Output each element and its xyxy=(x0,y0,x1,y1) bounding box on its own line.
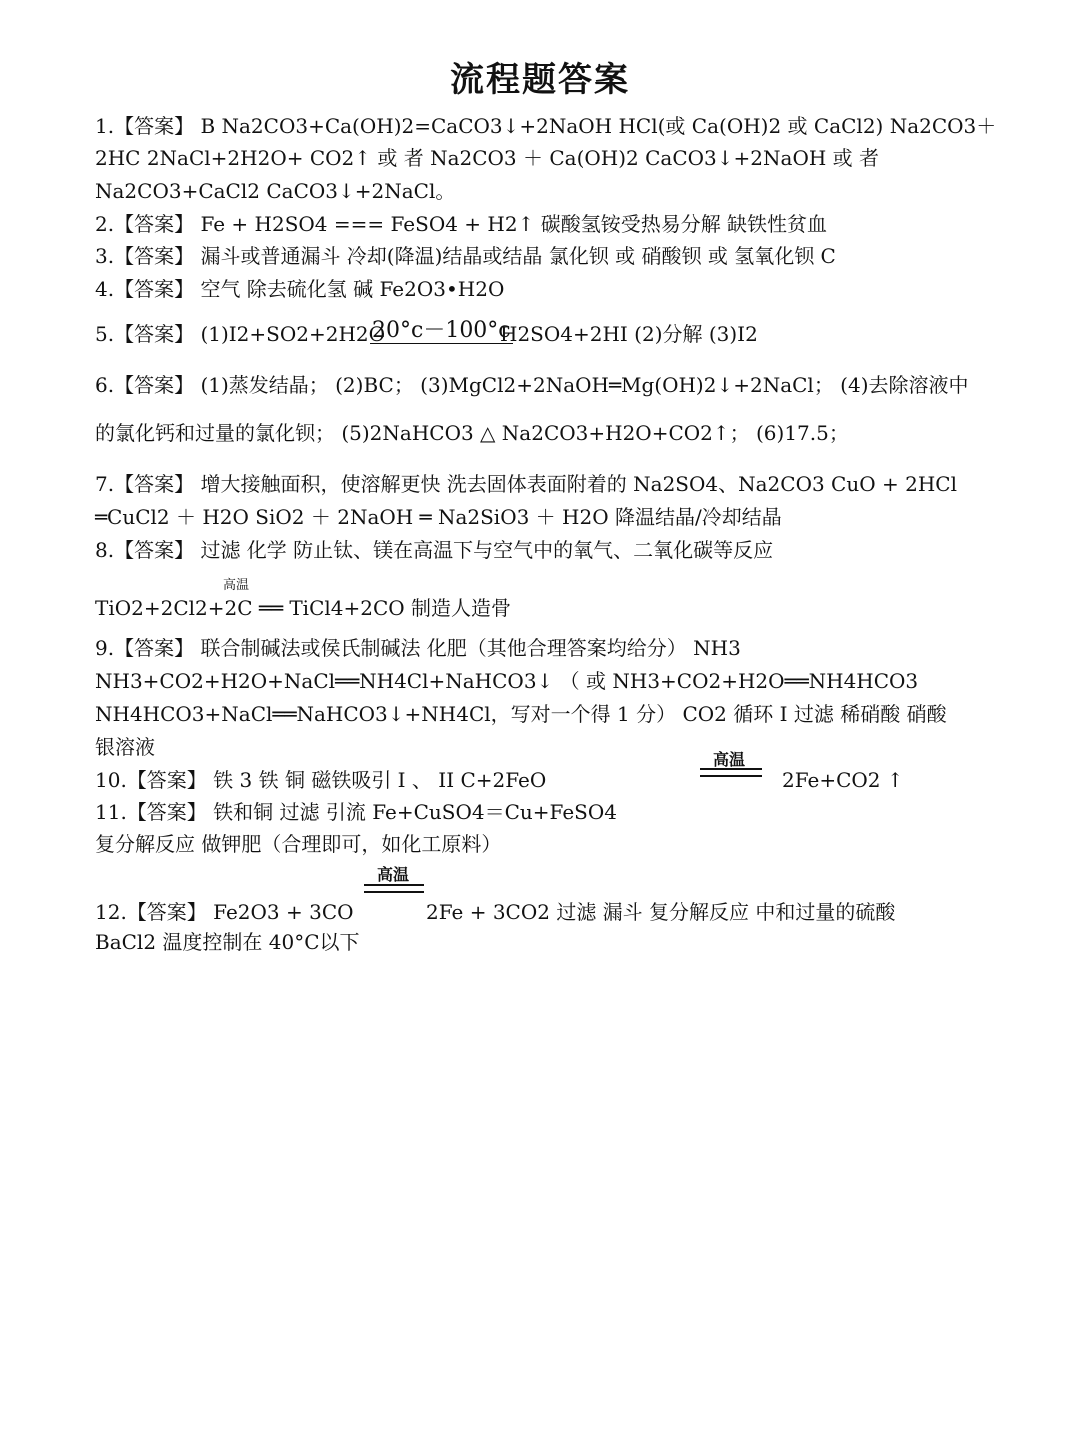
answer-9-line-3: NH4HCO3+NaCl══NaHCO3↓+NH4Cl，写对一个得 1 分） CO2 循环 I 过滤 稀硝酸 硝酸 xyxy=(95,702,947,726)
answer-5-line-1b: H2SO4+2HI (2)分解 (3)I2 xyxy=(500,322,758,346)
answer-9-line-2: NH3+CO2+H2O+NaCl══NH4Cl+NaHCO3↓ （ 或 NH3+CO2+H2O══NH4HCO3 xyxy=(95,669,919,693)
answer-12-equals-sign xyxy=(364,884,424,893)
answer-4-line-1: 4.【答案】 空气 除去硫化氢 碱 Fe2O3•H2O xyxy=(95,277,505,301)
answer-12-condition: 高温 xyxy=(377,865,410,884)
answer-9-line-4: 银溶液 xyxy=(95,735,155,759)
answer-6-line-1: 6.【答案】 (1)蒸发结晶； (2)BC； (3)MgCl2+2NaOH═Mg(OH)2↓+2NaCl； (4)去除溶液中 xyxy=(95,373,969,397)
answer-1-line-3: Na2CO3+CaCl2 CaCO3↓+2NaCl。 xyxy=(95,179,456,203)
answer-12-line-1b: 2Fe + 3CO2 过滤 漏斗 复分解反应 中和过量的硫酸 xyxy=(426,900,896,924)
answer-12-line-1a: 12.【答案】 Fe2O3 + 3CO xyxy=(95,900,354,924)
answer-7-line-1: 7.【答案】 增大接触面积，使溶解更快 洗去固体表面附着的 Na2SO4、Na2CO3 CuO + 2HCl xyxy=(95,472,957,496)
answer-11-line-1: 11.【答案】 铁和铜 过滤 引流 Fe+CuSO4＝Cu+FeSO4 xyxy=(95,800,618,824)
answer-8-condition: 高温 xyxy=(223,578,250,593)
answer-11-line-2: 复分解反应 做钾肥（合理即可，如化工原料） xyxy=(95,832,502,856)
answer-9-line-1: 9.【答案】 联合制碱法或侯氏制碱法 化肥（其他合理答案均给分） NH3 xyxy=(95,636,741,660)
answer-3-line-1: 3.【答案】 漏斗或普通漏斗 冷却(降温)结晶或结晶 氯化钡 或 硝酸钡 或 氢氧化钡 C xyxy=(95,244,836,268)
reaction-condition: 20°c－100°c xyxy=(372,318,511,343)
answer-12-line-2: BaCl2 温度控制在 40°C以下 xyxy=(95,930,360,954)
answer-10-equals-sign xyxy=(700,768,762,777)
answer-10-line-1a: 10.【答案】 铁 3 铁 铜 磁铁吸引 I 、 II C+2FeO xyxy=(95,768,547,792)
answer-7-line-2: ═CuCl2 ＋ H2O SiO2 ＋ 2NaOH ═ Na2SiO3 ＋ H2O 降温结晶/冷却结晶 xyxy=(95,505,782,529)
answer-6-line-2: 的氯化钙和过量的氯化钡； (5)2NaHCO3 △ Na2CO3+H2O+CO2↑； (6)17.5； xyxy=(95,421,849,445)
page-title: 流程题答案 xyxy=(450,60,630,100)
answer-8-line-1: 8.【答案】 过滤 化学 防止钛、镁在高温下与空气中的氧气、二氧化碳等反应 xyxy=(95,538,774,562)
answer-5-line-1a: 5.【答案】 (1)I2+SO2+2H2O xyxy=(95,322,386,346)
answer-10-line-1b: 2Fe+CO2 ↑ xyxy=(782,768,904,792)
answer-10-condition: 高温 xyxy=(713,750,746,769)
answer-1-line-2: 2HC 2NaCl+2H2O+ CO2↑ 或 者 Na2CO3 ＋ Ca(OH)2 CaCO3↓+2NaOH 或 者 xyxy=(95,146,879,170)
answer-1-line-1: 1.【答案】 B Na2CO3+Ca(OH)2=CaCO3↓+2NaOH HCl(或 Ca(OH)2 或 CaCl2) Na2CO3＋ xyxy=(95,114,997,138)
answer-2-line-1: 2.【答案】 Fe + H2SO4 === FeSO4 + H2↑ 碳酸氢铵受热易分解 缺铁性贫血 xyxy=(95,212,828,236)
answer-8-line-2: TiO2+2Cl2+2C ══ TiCl4+2CO 制造人造骨 xyxy=(95,596,512,620)
answer-5-condition xyxy=(370,318,513,343)
